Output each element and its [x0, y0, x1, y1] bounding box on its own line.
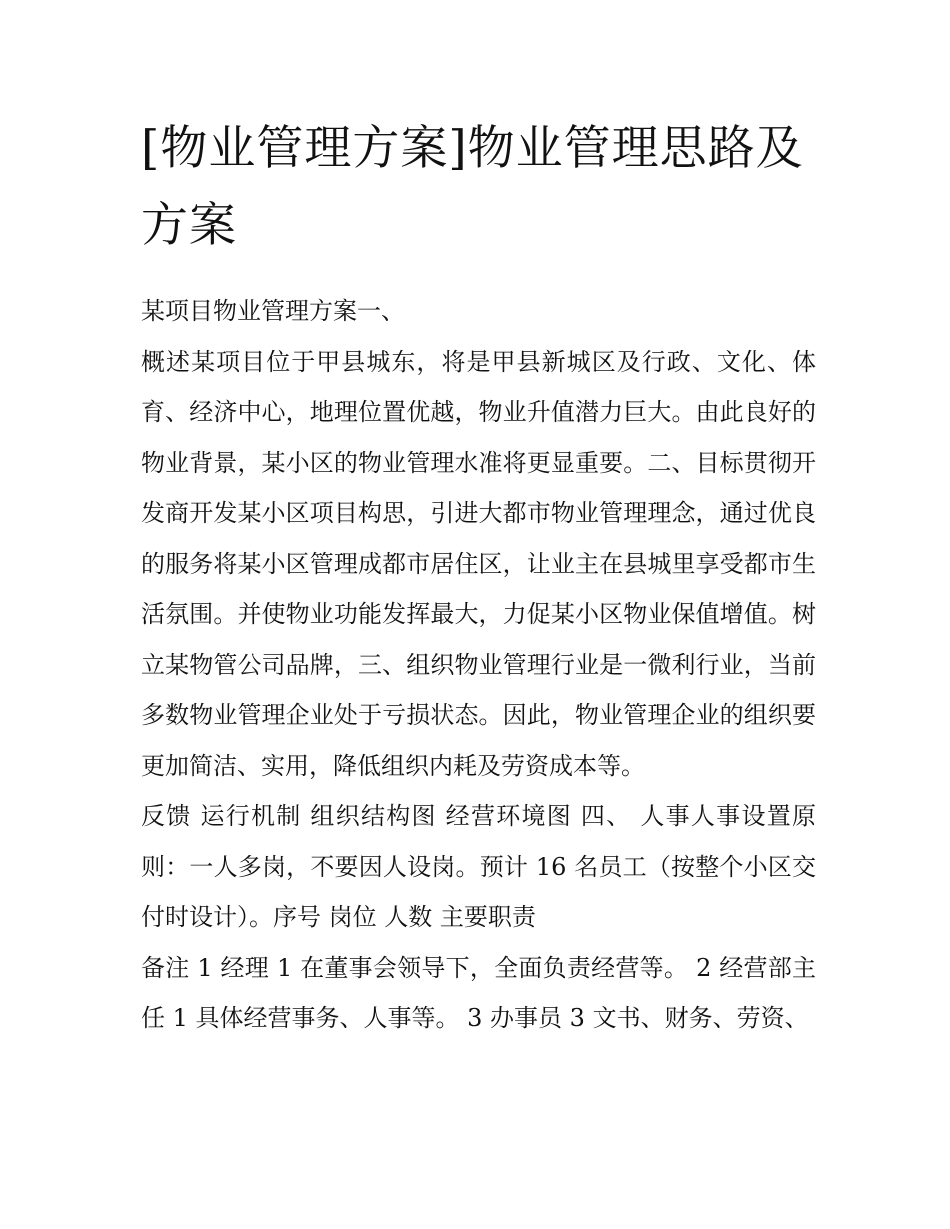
paragraph-personnel: 反馈 运行机制 组织结构图 经营环境图 四、 人事人事设置原则：一人多岗，不要因人设岗。预计 16 名员工（按整个小区交付时设计）。序号 岗位 人数 主要职责: [141, 802, 816, 931]
document-title: [物业管理方案]物业管理思路及方案: [141, 121, 804, 253]
paragraph-intro: 某项目物业管理方案一、: [141, 297, 405, 325]
paragraph-overview: 概述某项目位于甲县城东，将是甲县新城区及行政、文化、体育、经济中心，地理位置优越，物业升值潜力巨大。由此良好的物业背景，某小区的物业管理水准将更显重要。二、目标贯彻开发商开发某小区项目构思，引进大都市物业管理理念，通过优良的服务将某小区管理成都市居住区，让业主在县城里享受都市生活氛围。并使物业功能发挥最大，力促某小区物业保值增值。树立某物管公司品牌，三、组织物业管理行业是一微利行业，当前多数物业管理企业处于亏损状态。因此，物业管理企业的组织要更加简洁、实用，降低组织内耗及劳资成本等。: [141, 347, 816, 780]
paragraph-staff-table: 备注 1 经理 1 在董事会领导下，全面负责经营等。 2 经营部主任 1 具体经营事务、人事等。 3 办事员 3 文书、财务、劳资、: [141, 953, 816, 1032]
document-page: [141, 110, 816, 1044]
